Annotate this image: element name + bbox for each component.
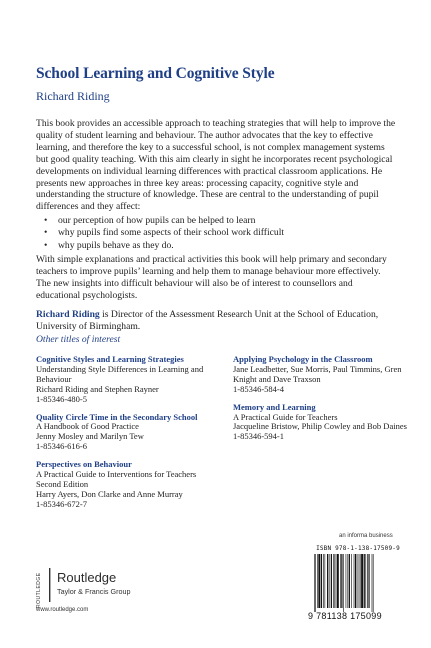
barcode-bar <box>365 554 366 608</box>
barcode-bar <box>340 554 341 608</box>
barcode-bar <box>321 554 322 608</box>
related-book-line: 1-85346-584-4 <box>233 383 284 394</box>
barcode-bar <box>314 554 315 612</box>
barcode-bars <box>314 554 406 612</box>
related-book <box>36 355 236 405</box>
related-book-title: Quality Circle Time in the Secondary School <box>36 411 198 422</box>
barcode-bar <box>331 554 332 608</box>
barcode-bar <box>355 554 356 608</box>
related-book-line: Jane Leadbetter, Sue Morris, Paul Timmins, Gren Knight and Dave Traxson <box>233 363 402 384</box>
bullet-item: • why pupils find some aspects of their school work difficult <box>36 227 396 239</box>
logo-vertical-text: ROUTLEDGE <box>36 572 42 608</box>
blurb <box>36 118 396 333</box>
related-book-title: Perspectives on Behaviour <box>36 459 132 470</box>
related-book-line: Understanding Style Differences in Learning and Behaviour <box>36 363 204 384</box>
bullet-item: • why pupils behave as they do. <box>36 240 396 252</box>
barcode-bar <box>329 554 330 608</box>
barcode-bar <box>315 554 316 612</box>
related-book-line: A Practical Guide to Interventions for Teachers <box>36 469 197 480</box>
author-bio <box>36 309 396 333</box>
barcode-bar <box>336 554 337 608</box>
barcode-bar <box>323 554 324 608</box>
barcode-bar <box>349 554 350 608</box>
barcode-bar <box>372 554 373 612</box>
barcode-bar <box>333 554 334 608</box>
barcode-bar <box>346 554 347 608</box>
other-titles-heading: Other titles of interest <box>36 334 121 345</box>
barcode-bar <box>318 554 320 608</box>
related-book-line: A Practical Guide for Teachers <box>233 411 338 422</box>
related-book-title: Cognitive Styles and Learning Strategies <box>36 354 184 364</box>
barcode-bar <box>357 554 358 608</box>
related-book <box>36 460 236 510</box>
related-book <box>233 355 408 395</box>
blurb-paragraph-2: With simple explanations and practical activities this book will help primary and secondary teachers to improve pupils’ learning and help them to manage behaviour more effectively. The new insights into difficult behaviour will also be of interest to counsellors and educational psychologists. <box>36 253 387 301</box>
related-book-line: 1-85346-480-5 <box>36 393 87 404</box>
barcode-bar <box>367 554 368 608</box>
related-book-title: Memory and Learning <box>233 401 316 412</box>
barcode-bar <box>317 554 318 608</box>
related-book-line: 1-85346-594-1 <box>233 431 284 442</box>
publisher-subtitle: Taylor & Francis Group <box>57 587 131 596</box>
related-book <box>233 403 408 443</box>
isbn-label: ISBN 978-1-138-17509-9 <box>316 545 400 552</box>
barcode-bar <box>360 554 361 608</box>
related-book-line: Richard Riding and Stephen Rayner <box>36 383 159 394</box>
other-titles-right-column <box>233 355 408 450</box>
related-book-line: Second Edition <box>36 478 89 489</box>
related-book-line: Harry Ayers, Don Clarke and Anne Murray <box>36 488 183 499</box>
barcode-digits: 9 781138 175099 <box>308 611 382 621</box>
informa-tagline: an informa business <box>339 533 393 539</box>
isbn-barcode <box>308 545 408 622</box>
barcode-bar <box>327 554 328 608</box>
blurb-intro: This book provides an accessible approach to teaching strategies that will help to improve the quality of student learning and behaviour. The author advocates that the key to effective learning, and therefore the key to a successful school, is not complex management systems but good quality teaching. With this aim clearly in sight he incorporates recent psychological developments on individual learning differences with practical classroom applications. He presents new approaches in three key areas: processing capacity, cognitive style and understanding the structure of knowledge. These are central to the understanding of pupil differences and they affect: <box>36 118 396 213</box>
bio-name: Richard Riding <box>36 309 100 321</box>
bullet-item: • our perception of how pupils can be helped to learn <box>36 215 396 227</box>
publisher-name: Routledge <box>57 570 117 585</box>
bio-text: is Director of the Assessment Research Unit at the School of Education, University of Birmingham. <box>36 309 379 333</box>
barcode-bar <box>343 554 344 612</box>
barcode-bar <box>325 554 326 608</box>
barcode-bar <box>359 554 360 608</box>
related-book-line: Jacqueline Bristow, Philip Cowley and Bob Daines <box>233 421 407 432</box>
related-book-line: A Handbook of Good Practice <box>36 421 139 432</box>
barcode-bar <box>351 554 352 608</box>
barcode-bar <box>361 554 363 608</box>
other-titles-left-column <box>36 355 236 518</box>
barcode-bar <box>369 554 370 608</box>
related-book <box>36 413 236 453</box>
related-book-line: 1-85346-672-7 <box>36 498 87 509</box>
book-title: School Learning and Cognitive Style <box>36 65 275 82</box>
related-book-line: Jenny Mosley and Marilyn Tew <box>36 431 144 442</box>
barcode-bar <box>334 554 335 608</box>
blurb-bullets <box>36 215 396 252</box>
barcode-bar <box>337 554 339 608</box>
publisher-website: www.routledge.com <box>36 607 89 613</box>
barcode-bar <box>354 554 355 608</box>
barcode-bar <box>364 554 365 608</box>
related-book-title: Applying Psychology in the Classroom <box>233 354 373 364</box>
book-author: Richard Riding <box>36 89 110 103</box>
barcode-bar <box>373 554 374 612</box>
barcode-bar <box>347 554 348 608</box>
related-book-line: 1-85346-616-6 <box>36 441 87 452</box>
barcode-bar <box>341 554 342 608</box>
